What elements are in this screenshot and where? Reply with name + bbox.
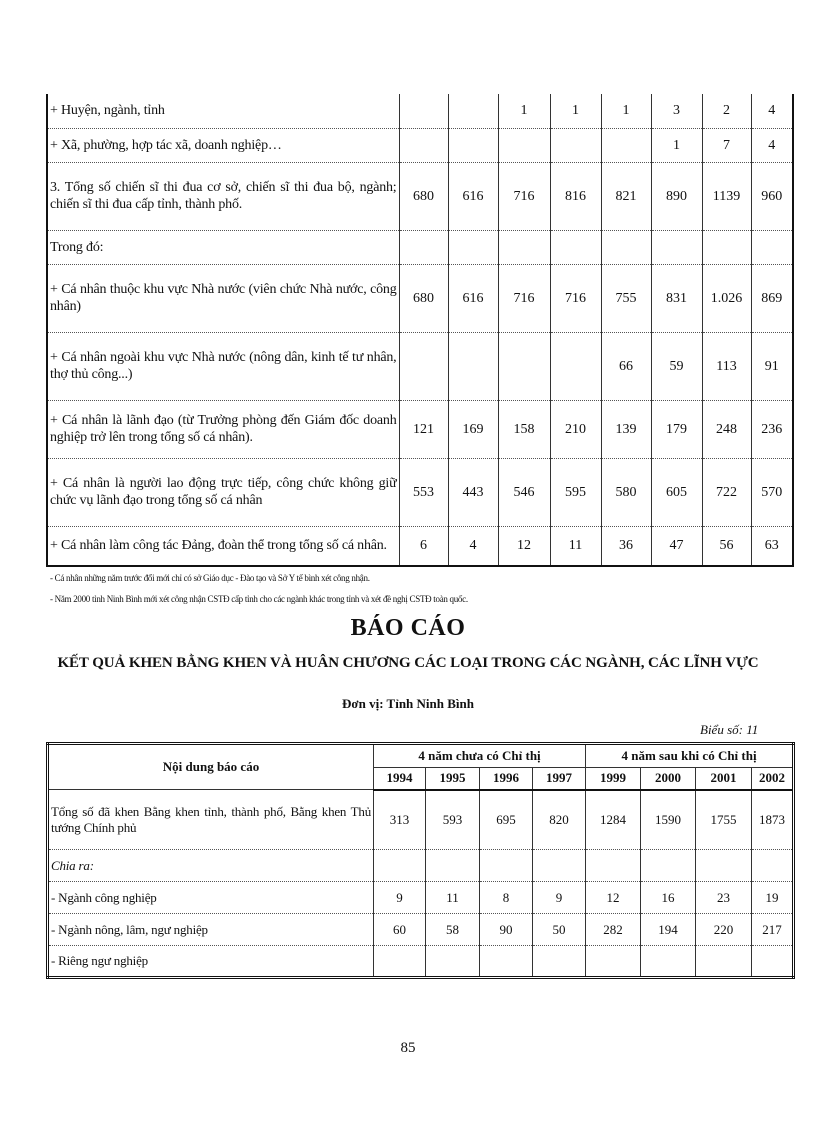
row-label: + Cá nhân làm công tác Đảng, đoàn thể trong tổng số cá nhân. — [47, 526, 399, 566]
cell: 313 — [374, 790, 426, 850]
cell — [601, 230, 651, 264]
cell: 210 — [550, 400, 601, 458]
table-row — [47, 400, 793, 458]
cell: 47 — [651, 526, 702, 566]
cell — [426, 850, 480, 882]
table-row — [47, 94, 793, 128]
cell: 1 — [601, 94, 651, 128]
cell: 91 — [751, 332, 793, 400]
cell: 50 — [533, 914, 586, 946]
row-label: Trong đó: — [47, 230, 399, 264]
cell: 816 — [550, 162, 601, 230]
year-header: 1999 — [586, 768, 641, 790]
cell: 716 — [550, 264, 601, 332]
cell — [601, 128, 651, 162]
table-row — [48, 946, 794, 978]
cell: 1 — [550, 94, 601, 128]
cell — [696, 946, 752, 978]
cell: 60 — [374, 914, 426, 946]
year-header: 1994 — [374, 768, 426, 790]
cell: 36 — [601, 526, 651, 566]
year-header: 1996 — [480, 768, 533, 790]
cell: 716 — [498, 162, 550, 230]
cell — [399, 128, 448, 162]
page-number: 85 — [400, 1040, 416, 1056]
cell: 960 — [751, 162, 793, 230]
cell: 869 — [751, 264, 793, 332]
cell — [374, 850, 426, 882]
year-header: 1995 — [426, 768, 480, 790]
cell: 11 — [426, 882, 480, 914]
row-label: + Huyện, ngành, tỉnh — [47, 94, 399, 128]
footnote: - Cá nhân những năm trước đổi mới chỉ có sở Giáo dục - Đào tạo và Sở Y tế bình xét công nhận. — [50, 573, 370, 583]
cell: 1 — [498, 94, 550, 128]
cell: 546 — [498, 458, 550, 526]
cell: 90 — [480, 914, 533, 946]
row-label: Tổng số đã khen Bằng khen tỉnh, thành phố, Bằng khen Thủ tướng Chính phủ — [48, 790, 374, 850]
cell: 4 — [751, 94, 793, 128]
cell: 8 — [480, 882, 533, 914]
cell: 12 — [498, 526, 550, 566]
cell — [533, 946, 586, 978]
table-row — [47, 458, 793, 526]
cell — [641, 946, 696, 978]
table-row — [48, 882, 794, 914]
cell: 11 — [550, 526, 601, 566]
cell: 890 — [651, 162, 702, 230]
cell: 595 — [550, 458, 601, 526]
cell — [448, 332, 498, 400]
cell: 113 — [702, 332, 751, 400]
cell: 248 — [702, 400, 751, 458]
cell: 1590 — [641, 790, 696, 850]
form-number: Biểu số: 11 — [700, 722, 759, 737]
cell: 680 — [399, 162, 448, 230]
cell: 716 — [498, 264, 550, 332]
cell: 139 — [601, 400, 651, 458]
cell: 194 — [641, 914, 696, 946]
cell: 282 — [586, 914, 641, 946]
cell: 63 — [751, 526, 793, 566]
cell: 1873 — [752, 790, 794, 850]
cell: 4 — [751, 128, 793, 162]
cell: 236 — [751, 400, 793, 458]
row-label: + Xã, phường, hợp tác xã, doanh nghiệp… — [47, 128, 399, 162]
row-label: - Riêng ngư nghiệp — [48, 946, 374, 978]
cell — [448, 230, 498, 264]
cell — [586, 946, 641, 978]
cell: 616 — [448, 264, 498, 332]
year-header: 2001 — [696, 768, 752, 790]
cell — [751, 230, 793, 264]
cell: 59 — [651, 332, 702, 400]
cell: 9 — [374, 882, 426, 914]
cell — [641, 850, 696, 882]
cell: 158 — [498, 400, 550, 458]
cell — [426, 946, 480, 978]
cell: 821 — [601, 162, 651, 230]
cell — [480, 850, 533, 882]
group-header-after: 4 năm sau khi có Chỉ thị — [586, 744, 794, 768]
table-row — [48, 850, 794, 882]
cell: 121 — [399, 400, 448, 458]
cell — [480, 946, 533, 978]
cell — [448, 128, 498, 162]
row-label: + Cá nhân ngoài khu vực Nhà nước (nông dân, kinh tế tư nhân, thợ thủ công...) — [47, 332, 399, 400]
table-row — [47, 526, 793, 566]
cell: 217 — [752, 914, 794, 946]
cell: 19 — [752, 882, 794, 914]
cell: 605 — [651, 458, 702, 526]
cell — [533, 850, 586, 882]
year-header: 2002 — [752, 768, 794, 790]
cell — [498, 128, 550, 162]
cell — [498, 332, 550, 400]
row-label: + Cá nhân là lãnh đạo (từ Trưởng phòng đến Giám đốc doanh nghiệp trở lên trong tổng số cá nhân). — [47, 400, 399, 458]
cell — [752, 946, 794, 978]
cell: 755 — [601, 264, 651, 332]
row-label: - Ngành công nghiệp — [48, 882, 374, 914]
table-row — [47, 332, 793, 400]
cell: 2 — [702, 94, 751, 128]
cell: 3 — [651, 94, 702, 128]
cell: 12 — [586, 882, 641, 914]
cell — [374, 946, 426, 978]
commendation-report-table — [46, 742, 795, 979]
table-row — [47, 264, 793, 332]
cell — [586, 850, 641, 882]
table-row — [47, 162, 793, 230]
cell: 1 — [651, 128, 702, 162]
table-row — [48, 914, 794, 946]
cell: 616 — [448, 162, 498, 230]
row-label: + Cá nhân thuộc khu vực Nhà nước (viên chức Nhà nước, công nhân) — [47, 264, 399, 332]
cell: 722 — [702, 458, 751, 526]
year-header: 2000 — [641, 768, 696, 790]
cell — [550, 230, 601, 264]
cell: 6 — [399, 526, 448, 566]
cell: 220 — [696, 914, 752, 946]
row-label: 3. Tổng số chiến sĩ thi đua cơ sở, chiến sĩ thi đua bộ, ngành; chiến sĩ thi đua cấp tỉnh, thành phố. — [47, 162, 399, 230]
cell: 9 — [533, 882, 586, 914]
cell: 570 — [751, 458, 793, 526]
cell: 680 — [399, 264, 448, 332]
report-subtitle: KẾT QUẢ KHEN BẰNG KHEN VÀ HUÂN CHƯƠNG CÁC LOẠI TRONG CÁC NGÀNH, CÁC LĨNH VỰC — [57, 655, 759, 671]
cell: 580 — [601, 458, 651, 526]
cell: 1139 — [702, 162, 751, 230]
cell: 58 — [426, 914, 480, 946]
report-title: BÁO CÁO — [350, 615, 466, 641]
table-row — [47, 230, 793, 264]
cell: 1.026 — [702, 264, 751, 332]
cell: 593 — [426, 790, 480, 850]
group-header-before: 4 năm chưa có Chỉ thị — [374, 744, 586, 768]
cell — [399, 332, 448, 400]
table-row — [47, 128, 793, 162]
cell — [399, 230, 448, 264]
row-label: Chia ra: — [48, 850, 374, 882]
row-label: - Ngành nông, lâm, ngư nghiệp — [48, 914, 374, 946]
cell: 169 — [448, 400, 498, 458]
content-header: Nội dung báo cáo — [48, 744, 374, 790]
cell: 1284 — [586, 790, 641, 850]
header-row — [48, 744, 794, 768]
cell: 4 — [448, 526, 498, 566]
awards-continuation-table — [46, 94, 794, 567]
cell — [399, 94, 448, 128]
cell: 56 — [702, 526, 751, 566]
table-row — [48, 790, 794, 850]
reporting-unit: Đơn vị: Tỉnh Ninh Bình — [342, 696, 474, 711]
row-label: + Cá nhân là người lao động trực tiếp, công chức không giữ chức vụ lãnh đạo trong tổng số cá nhân — [47, 458, 399, 526]
cell — [651, 230, 702, 264]
footnote: - Năm 2000 tỉnh Ninh Bình mới xét công nhận CSTĐ cấp tỉnh cho các ngành khác trong tỉnh và xét đề nghị CSTĐ toàn quốc. — [50, 594, 468, 604]
cell: 179 — [651, 400, 702, 458]
cell — [550, 128, 601, 162]
cell — [550, 332, 601, 400]
cell: 695 — [480, 790, 533, 850]
cell — [448, 94, 498, 128]
cell: 820 — [533, 790, 586, 850]
cell — [696, 850, 752, 882]
cell — [498, 230, 550, 264]
cell: 23 — [696, 882, 752, 914]
cell: 7 — [702, 128, 751, 162]
cell: 66 — [601, 332, 651, 400]
cell — [752, 850, 794, 882]
cell: 16 — [641, 882, 696, 914]
cell: 831 — [651, 264, 702, 332]
cell: 553 — [399, 458, 448, 526]
cell: 1755 — [696, 790, 752, 850]
year-header: 1997 — [533, 768, 586, 790]
cell: 443 — [448, 458, 498, 526]
cell — [702, 230, 751, 264]
